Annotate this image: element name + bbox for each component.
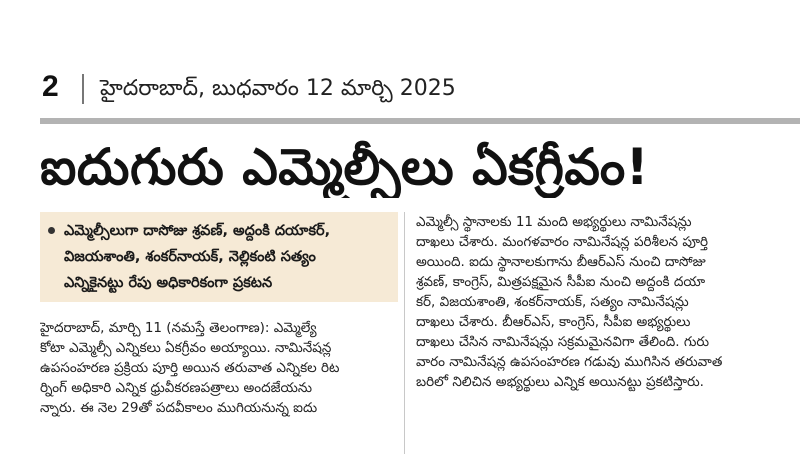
body-line: బరిలో నిలిచిన అభ్యర్థులు ఎన్నిక అయినట్టు ప్రకటిస్తారు. (416, 374, 704, 390)
right-body-text (416, 212, 786, 392)
top-rule (40, 118, 800, 124)
body-line: దాఖలు చేశారు. మంగళవారం నామినేషన్ల పరిశీలన పూర్తి (416, 234, 708, 250)
body-line: దాఖలు చేశారు. బీఆర్‌ఎస్‌, కాంగ్రెస్‌, సీపీఐ అభ్యర్థులు (416, 314, 691, 330)
page-number: 2 (42, 70, 59, 103)
page-header (0, 0, 800, 118)
highlight-box (40, 212, 398, 302)
highlight-line: ఎన్నికైనట్టు రేపు అధికారికంగా ప్రకటన (64, 275, 273, 291)
body-line: న్నారు. ఈ నెల 29తో పదవీకాలం ముగియనున్న ఐదు (40, 400, 318, 416)
highlight-line: ఎమ్మెల్సీలుగా దాసోజు శ్రవణ్‌, అద్దంకి దయాకర్‌, (64, 223, 331, 239)
body-line: అయింది. ఐదు స్థానాలకుగాను బీఆర్‌ఎస్‌ నుంచి దాసోజు (416, 254, 706, 270)
header-divider (82, 74, 84, 104)
body-line: ఉపసంహరణ ప్రక్రియ పూర్తి అయిన తరువాత ఎన్నికల రిట (40, 360, 340, 376)
right-column (416, 212, 786, 392)
column-divider (404, 212, 405, 454)
body-line: వారం నామినేషన్ల ఉపసంహరణ గడువు ముగిసిన తరువాత (416, 354, 723, 370)
body-line: శ్రవణ్‌, కాంగ్రెస్‌, మిత్రపక్షమైన సీపీఐ నుంచి అద్దంకి దయా (416, 274, 706, 290)
body-line: ర్నింగ్‌ అధికారి ఎన్నిక ధ్రువీకరణపత్రాలు అందజేయను (40, 380, 313, 396)
body-line: కర్‌, విజయశాంతి, శంకర్‌నాయక్‌, సత్యం నామినేషన్లు (416, 294, 689, 310)
highlight-line: విజయశాంతి, శంకర్‌నాయక్‌, నెల్లికంటి సత్యం (64, 249, 316, 265)
body-line: దాఖలు చేసిన నామినేషన్లు సక్రమమైనవిగా తేలింది. గురు (416, 334, 710, 350)
body-line: ఎమ్మెల్సీ స్థానాలకు 11 మంది అభ్యర్థులు నామినేషన్లు (416, 214, 692, 230)
body-line: కోటా ఎమ్మెల్సీ ఎన్నికలు ఏకగ్రీవం అయ్యాయి. నామినేషన్ల (40, 340, 332, 356)
dateline: హైదరాబాద్‌, బుధవారం 12 మార్చి 2025 (100, 76, 456, 101)
left-body-text (40, 318, 398, 418)
left-column (40, 212, 398, 454)
highlight-text (48, 218, 390, 296)
body-line: హైదరాబాద్‌, మార్చి 11 (నమస్తే తెలంగాణ): ఎమ్మెల్యే (40, 320, 317, 336)
headline: ఐదుగురు ఎమ్మెల్సీలు ఏకగ్రీవం! (40, 138, 650, 196)
bullet-icon (48, 227, 55, 234)
